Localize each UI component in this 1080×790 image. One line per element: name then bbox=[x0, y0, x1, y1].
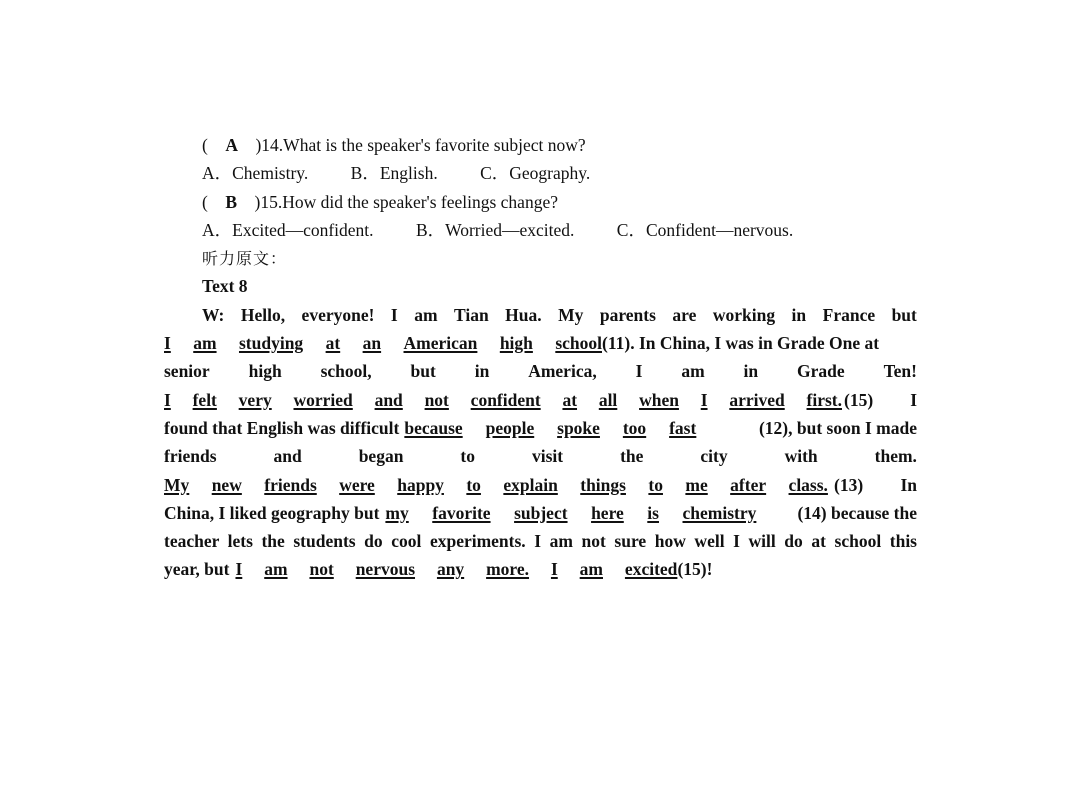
passage-line-4-last: I bbox=[910, 389, 917, 410]
word: school bbox=[555, 333, 602, 354]
word: my bbox=[385, 502, 409, 523]
document-page bbox=[164, 131, 917, 584]
word: high bbox=[499, 333, 533, 354]
word: any bbox=[436, 559, 465, 580]
underlined-answer-14 bbox=[385, 499, 756, 527]
word: visit bbox=[531, 446, 564, 467]
word: the bbox=[620, 446, 644, 467]
word: Hua. bbox=[505, 304, 542, 325]
text-title: Text 8 bbox=[202, 276, 248, 297]
passage-line-1 bbox=[164, 301, 917, 329]
word: working bbox=[712, 304, 776, 325]
question-15 bbox=[164, 188, 917, 216]
word: am bbox=[193, 333, 217, 354]
q15-answer: B bbox=[225, 191, 238, 212]
word: more. bbox=[486, 559, 530, 580]
word: studying bbox=[238, 333, 304, 354]
word: me bbox=[685, 474, 708, 495]
word: I bbox=[700, 389, 708, 410]
q15-options bbox=[164, 216, 917, 244]
word: to bbox=[466, 474, 481, 495]
passage-line-10 bbox=[164, 555, 917, 583]
passage-line-5 bbox=[164, 414, 917, 442]
word: friends bbox=[164, 446, 217, 467]
underlined-answer-12 bbox=[404, 414, 696, 442]
underlined-answer-15a bbox=[164, 386, 842, 414]
word: I bbox=[635, 361, 643, 382]
word: I bbox=[164, 333, 171, 354]
word: felt bbox=[192, 389, 217, 410]
word: in bbox=[791, 304, 807, 325]
passage-line-6 bbox=[164, 442, 917, 470]
word: all bbox=[598, 389, 618, 410]
word: Tian bbox=[453, 304, 489, 325]
word: fast bbox=[669, 417, 697, 438]
q14-option-a: A．Chemistry. bbox=[202, 163, 309, 184]
word: and bbox=[374, 389, 403, 410]
word: at bbox=[562, 389, 578, 410]
word: with bbox=[784, 446, 818, 467]
word: new bbox=[211, 474, 242, 495]
word: too bbox=[622, 417, 647, 438]
word: friends bbox=[264, 474, 317, 495]
passage-line-7-mark: (13) bbox=[834, 474, 864, 495]
word: everyone! bbox=[301, 304, 375, 325]
word: when bbox=[639, 389, 679, 410]
q14-text: )14.What is the speaker's favorite subject now? bbox=[255, 135, 586, 155]
word: France bbox=[822, 304, 876, 325]
word: senior bbox=[164, 361, 210, 382]
word: not bbox=[309, 559, 334, 580]
passage-line-4 bbox=[164, 386, 917, 414]
passage-line-5-b: (12), but soon I made bbox=[758, 417, 917, 438]
transcript-heading: 听力原文： bbox=[202, 249, 288, 269]
word: am bbox=[579, 559, 603, 580]
word: subject bbox=[514, 502, 568, 523]
transcript-heading-line bbox=[164, 244, 917, 272]
word: to bbox=[648, 474, 663, 495]
word: worried bbox=[293, 389, 353, 410]
word: class. bbox=[788, 474, 828, 495]
word: city bbox=[700, 446, 728, 467]
passage-line-8-a: China, I liked geography but bbox=[164, 502, 380, 523]
word: very bbox=[238, 389, 272, 410]
word: I bbox=[550, 559, 558, 580]
word: Grade bbox=[797, 361, 845, 382]
word: in bbox=[474, 361, 490, 382]
word: an bbox=[362, 333, 382, 354]
passage-line-10-b: (15)! bbox=[677, 559, 713, 580]
passage-line-4-mark: (15) bbox=[844, 389, 874, 410]
word: am bbox=[414, 304, 438, 325]
word: nervous bbox=[355, 559, 416, 580]
word: I bbox=[164, 389, 171, 410]
word: them. bbox=[874, 446, 917, 467]
word: American bbox=[403, 333, 478, 354]
q14-option-c: C．Geography. bbox=[480, 163, 591, 184]
word: explain bbox=[503, 474, 558, 495]
word: I bbox=[390, 304, 398, 325]
word: spoke bbox=[557, 417, 600, 438]
q15-text: )15.How did the speaker's feelings change? bbox=[254, 191, 558, 212]
word: at bbox=[325, 333, 341, 354]
passage-line-9: teacher lets the students do cool experiments. I am not sure how well I will do at school this bbox=[164, 531, 917, 552]
word: W: bbox=[202, 304, 225, 325]
underlined-answer-13 bbox=[164, 471, 828, 499]
q14-option-b: B．English. bbox=[350, 163, 438, 184]
passage-line-8-b: (14) because the bbox=[797, 502, 917, 523]
word: am bbox=[681, 361, 705, 382]
word: parents bbox=[599, 304, 656, 325]
word: here bbox=[591, 502, 624, 523]
word: people bbox=[485, 417, 535, 438]
word: excited bbox=[624, 559, 678, 580]
word: because bbox=[404, 417, 463, 438]
word: were bbox=[339, 474, 375, 495]
word: things bbox=[580, 474, 626, 495]
q15-option-b: B．Worried—excited. bbox=[415, 219, 575, 240]
q15-option-a: A．Excited—confident. bbox=[202, 219, 374, 240]
passage-line-2-rest: (11). In China, I was in Grade One at bbox=[602, 333, 880, 354]
q15-option-c: C．Confident—nervous. bbox=[616, 219, 794, 240]
passage-line-8 bbox=[164, 499, 917, 527]
word: am bbox=[264, 559, 288, 580]
word: arrived bbox=[729, 389, 785, 410]
word: My bbox=[164, 474, 190, 495]
word: happy bbox=[397, 474, 444, 495]
word: My bbox=[558, 304, 584, 325]
passage-line-10-a: year, but bbox=[164, 559, 230, 580]
word: began bbox=[358, 446, 404, 467]
word: not bbox=[424, 389, 449, 410]
underlined-answer-11 bbox=[164, 329, 602, 357]
word: Ten! bbox=[883, 361, 917, 382]
word: to bbox=[460, 446, 475, 467]
passage-line-2 bbox=[164, 329, 917, 357]
word: but bbox=[891, 304, 917, 325]
word: after bbox=[730, 474, 767, 495]
word: favorite bbox=[432, 502, 491, 523]
word: Hello, bbox=[240, 304, 286, 325]
q14-answer: A bbox=[225, 135, 238, 155]
word: chemistry bbox=[682, 502, 757, 523]
question-14 bbox=[164, 131, 917, 159]
word: I bbox=[235, 559, 243, 580]
word: is bbox=[647, 502, 659, 523]
word: and bbox=[273, 446, 302, 467]
word: first. bbox=[806, 389, 842, 410]
word: America, bbox=[528, 361, 597, 382]
passage-line-5-a: found that English was difficult bbox=[164, 417, 400, 438]
word: school, bbox=[320, 361, 372, 382]
passage-line-7 bbox=[164, 471, 917, 499]
passage-line-3 bbox=[164, 357, 917, 385]
q15-open-paren: ( bbox=[202, 191, 208, 212]
word: but bbox=[410, 361, 436, 382]
word: are bbox=[672, 304, 697, 325]
word: high bbox=[248, 361, 282, 382]
q14-open-paren: ( bbox=[202, 135, 208, 155]
underlined-answer-15b bbox=[235, 555, 677, 583]
q14-options bbox=[164, 159, 917, 187]
passage-line-7-last: In bbox=[900, 474, 917, 495]
word: in bbox=[743, 361, 759, 382]
word: confident bbox=[470, 389, 541, 410]
text-title-line bbox=[164, 272, 917, 300]
passage bbox=[164, 301, 917, 584]
